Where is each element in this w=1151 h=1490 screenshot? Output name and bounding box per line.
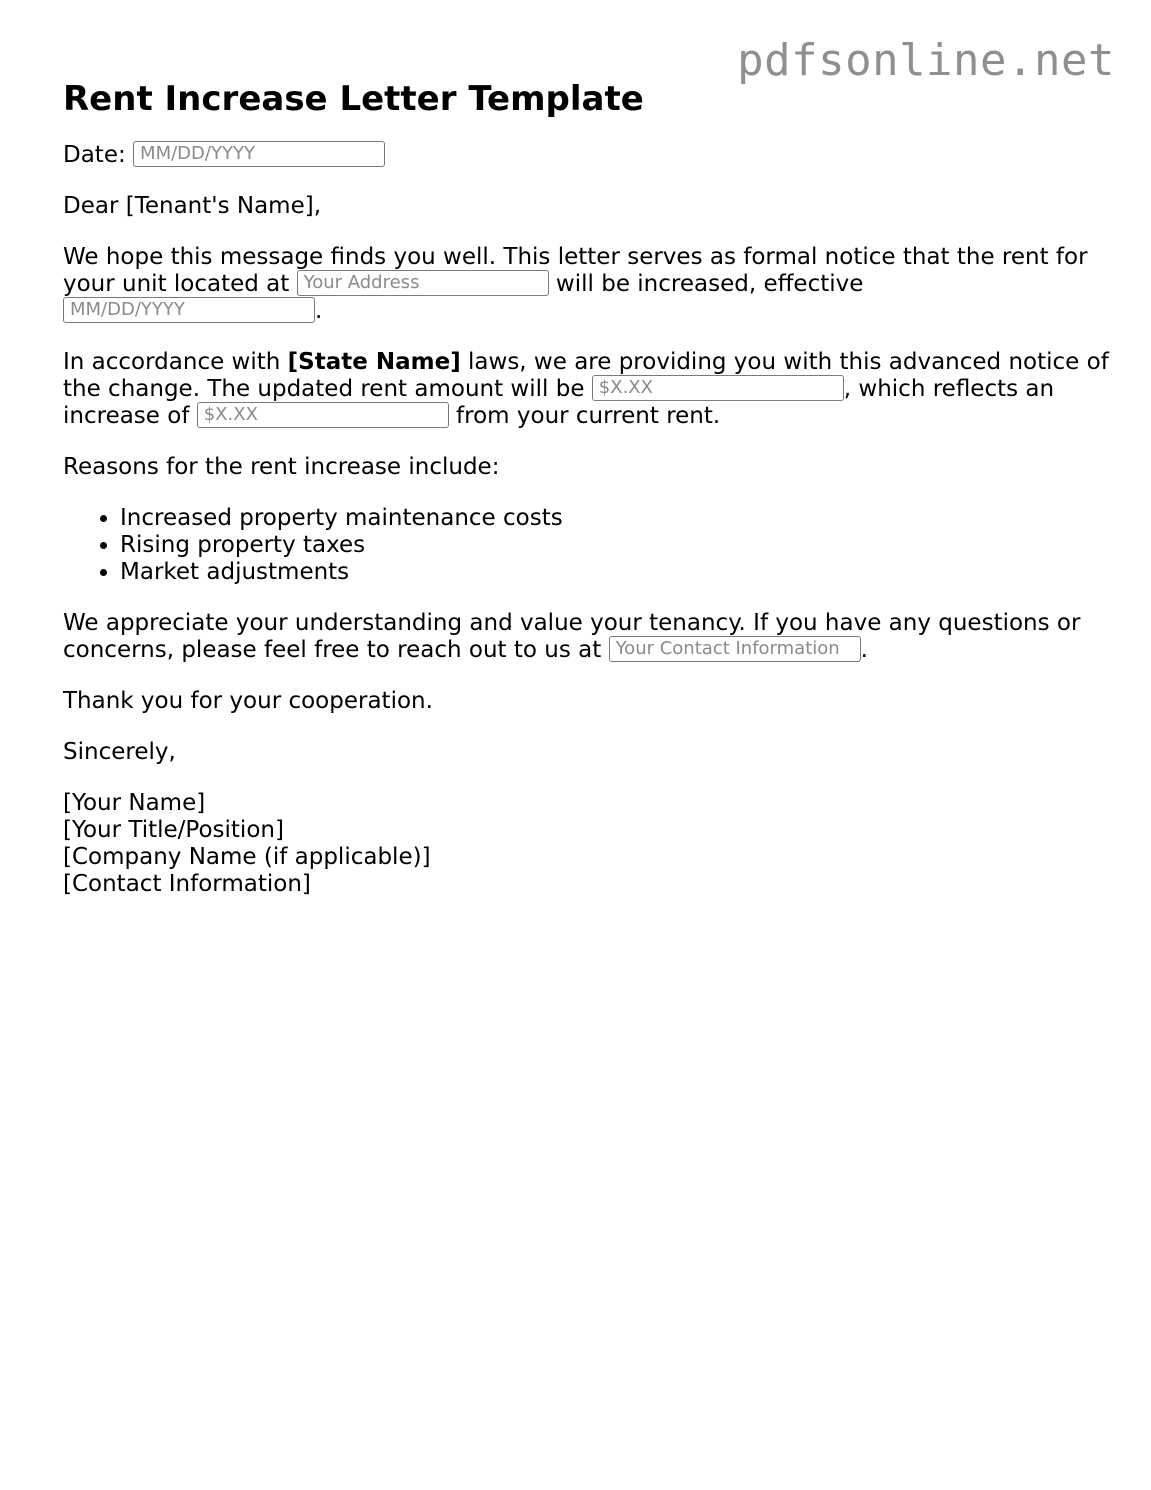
paragraph-amount [63,349,1113,430]
signature-name: [Your Name] [63,790,206,816]
watermark: pdfsonline.net [737,35,1115,86]
address-field[interactable]: Your Address [297,270,549,296]
signature-title: [Your Title/Position] [63,817,284,843]
signature-company: [Company Name (if applicable)] [63,844,431,870]
date-field[interactable]: MM/DD/YYYY [133,141,385,167]
list-item: • Market adjustments [120,559,1113,586]
notice-text-a: We hope this message finds you well. This letter serves as formal notice that the rent for your unit located at [63,244,1088,297]
page-title: Rent Increase Letter Template [63,79,644,119]
notice-text-b: will be increased, effective [555,271,864,297]
notice-text-c: . [315,298,323,324]
reasons-intro: Reasons for the rent increase include: [63,454,500,480]
list-item: • Rising property taxes [120,532,1113,559]
state-name: [State Name] [287,349,461,375]
amount-text-c: , which reflects an increase of [63,376,1055,429]
list-item: • Increased property maintenance costs [120,505,1113,532]
reasons-list [63,505,1113,586]
contact-info-field[interactable]: Your Contact Information [609,636,861,662]
signature-contact: [Contact Information] [63,871,311,897]
signature-block [63,790,1113,898]
contact-text-b: . [860,637,868,663]
amount-text-a: In accordance with [63,349,281,375]
amount-text-d: from your current rent. [456,403,721,429]
paragraph-notice [63,244,1113,325]
effective-date-field[interactable]: MM/DD/YYYY [63,297,315,323]
letter-page [63,78,1113,898]
increase-amount-field[interactable]: $X.XX [197,402,449,428]
thanks-line: Thank you for your cooperation. [63,688,433,714]
contact-text-a: We appreciate your understanding and value your tenancy. If you have any questions or concerns, please feel free to reach out to us at [63,610,1081,663]
date-label: Date: [63,142,126,168]
salutation: Dear [Tenant's Name], [63,193,322,219]
paragraph-contact [63,610,1113,664]
closing-line: Sincerely, [63,739,176,765]
date-line [63,142,1113,169]
new-rent-field[interactable]: $X.XX [592,375,844,401]
amount-text-b: laws, we are providing you with this advanced notice of the change. The updated rent amount will be [63,349,1109,402]
